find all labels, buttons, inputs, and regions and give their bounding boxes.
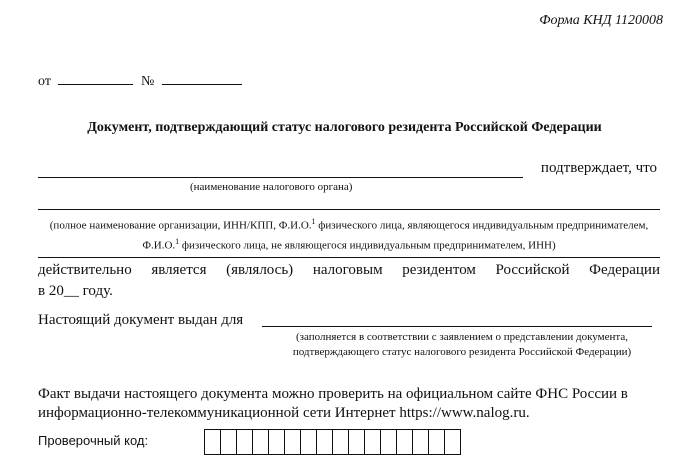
verification-code-cell[interactable]: [444, 429, 461, 455]
date-number-line: [38, 72, 242, 90]
verification-code-cell[interactable]: [428, 429, 445, 455]
verification-code-cell[interactable]: [332, 429, 349, 455]
form-code: Форма КНД 1120008: [539, 13, 663, 28]
from-label: от: [38, 74, 51, 89]
verification-code-cell[interactable]: [268, 429, 285, 455]
verification-code-cell[interactable]: [204, 429, 221, 455]
verification-code-cell[interactable]: [396, 429, 413, 455]
verification-code-cell[interactable]: [380, 429, 397, 455]
document-title: Документ, подтверждающий статус налогового резидента Российской Федерации: [87, 120, 602, 135]
verification-code-cell[interactable]: [236, 429, 253, 455]
issued-for-caption: (заполняется в соответствии с заявлением о представлении документа, подтверждающего статус налогового резидента Российской Федерации): [292, 331, 632, 358]
taxpayer-field-line2[interactable]: [38, 257, 660, 258]
number-field[interactable]: [162, 72, 242, 85]
date-field[interactable]: [58, 72, 133, 85]
verification-code-label: Проверочный код:: [38, 433, 149, 448]
confirms-text: подтверждает, что: [540, 160, 657, 176]
tax-authority-caption: (наименование налогового органа): [190, 181, 353, 193]
residency-statement: действительно является (являлось) налоговым резидентом Российской Федерации: [38, 262, 660, 278]
issued-for-field[interactable]: [262, 326, 652, 327]
taxpayer-caption: (полное наименование организации, ИНН/КПП, Ф.И.О.$^1$ физического лица, являющегося индивидуальным предпринимателем, Ф.И.О.$^1$ физического лица, не являющегося индивидуальным предпринимателем, ИНН): [49, 217, 649, 252]
taxpayer-field[interactable]: [38, 209, 660, 210]
verification-code-boxes: [205, 429, 461, 455]
issued-for-label: Настоящий документ выдан для: [38, 312, 244, 328]
number-label: №: [140, 74, 155, 89]
verification-code-cell[interactable]: [412, 429, 429, 455]
verification-code-cell[interactable]: [348, 429, 365, 455]
tax-authority-field[interactable]: [38, 177, 523, 178]
verification-code-cell[interactable]: [284, 429, 301, 455]
residency-year: в 20__ году.: [38, 283, 113, 299]
verification-code-cell[interactable]: [300, 429, 317, 455]
verification-code-cell[interactable]: [316, 429, 333, 455]
verification-text: Факт выдачи настоящего документа можно проверить на официальном сайте ФНС России в информационно-телекоммуникационной сети Интернет https://www.nalog.ru.: [38, 386, 628, 421]
year-field[interactable]: __: [63, 283, 79, 299]
verification-code-cell[interactable]: [252, 429, 269, 455]
verification-code-cell[interactable]: [220, 429, 237, 455]
verification-code-cell[interactable]: [364, 429, 381, 455]
